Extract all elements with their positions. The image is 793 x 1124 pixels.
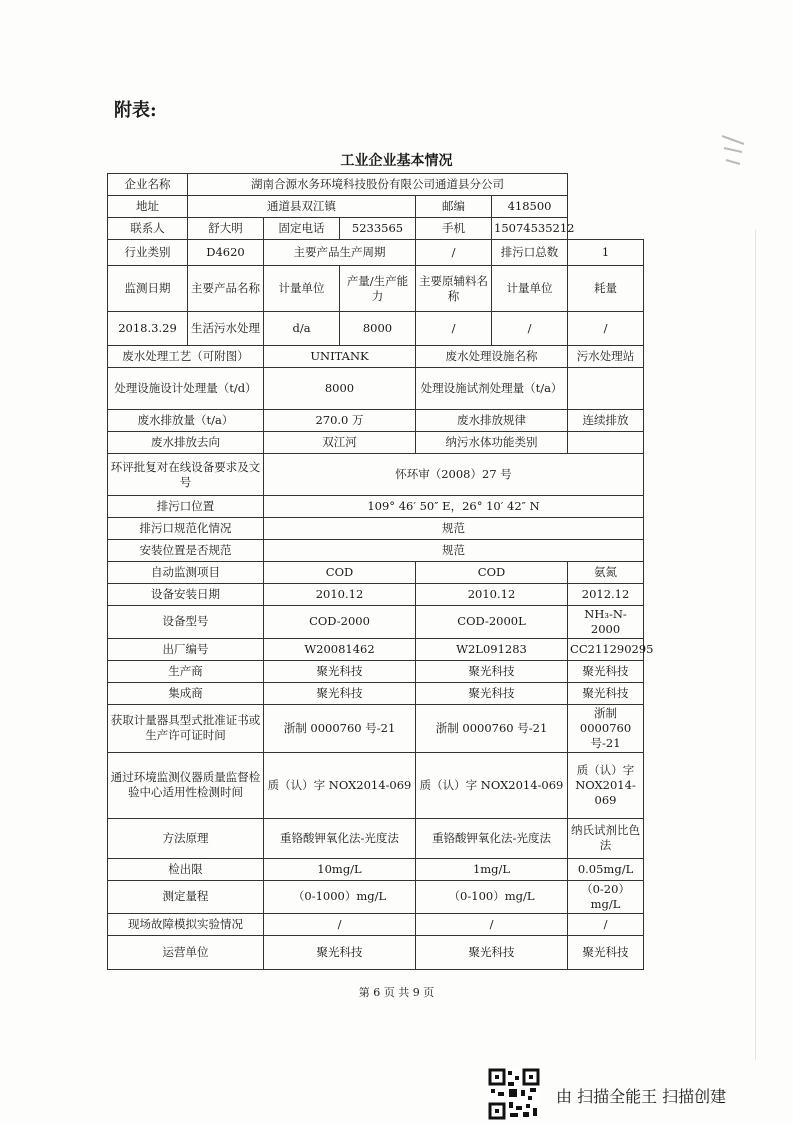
table-cell: 现场故障模拟实验情况	[108, 913, 264, 935]
table-cell: 废水排放量（t/a）	[108, 410, 264, 432]
table-cell: /	[416, 312, 492, 346]
scanner-watermark: 由 扫描全能王 扫描创建	[556, 1087, 727, 1106]
table-cell: 质（认）字 NOX2014-069	[416, 752, 568, 818]
table-cell: 手机	[416, 218, 492, 240]
table-cell: 1	[568, 240, 644, 266]
table-cell: NH₃-N-2000	[568, 606, 644, 639]
table-cell: 重铬酸钾氧化法-光度法	[264, 818, 416, 858]
table-cell: /	[264, 913, 416, 935]
table-cell: 聚光科技	[264, 660, 416, 682]
table-cell: 耗量	[568, 266, 644, 312]
table-row	[108, 174, 644, 196]
table-row	[108, 454, 644, 496]
table-cell: 行业类别	[108, 240, 188, 266]
table-cell: 排污口规范化情况	[108, 518, 264, 540]
table-cell: 2012.12	[568, 584, 644, 606]
table-cell: COD	[416, 562, 568, 584]
table-cell: 设备安装日期	[108, 584, 264, 606]
table-cell: 通道县双江镇	[188, 196, 416, 218]
scan-artifact	[718, 130, 748, 210]
table-row	[108, 346, 644, 368]
table-cell: 1mg/L	[416, 858, 568, 880]
table-row	[108, 410, 644, 432]
table-cell: 聚光科技	[416, 660, 568, 682]
table-cell: （0-1000）mg/L	[264, 880, 416, 913]
table-cell: 污水处理站	[568, 346, 644, 368]
table-cell: 排污口位置	[108, 496, 264, 518]
table-cell: 废水排放规律	[416, 410, 568, 432]
table-row	[108, 240, 644, 266]
table-cell: 浙制 0000760 号-21	[264, 704, 416, 752]
table-cell	[568, 368, 644, 410]
table-cell: /	[416, 913, 568, 935]
table-row	[108, 858, 644, 880]
table-row	[108, 562, 644, 584]
table-title: 工业企业基本情况	[340, 153, 453, 169]
table-cell: 连续排放	[568, 410, 644, 432]
table-row	[108, 913, 644, 935]
table-cell: 出厂编号	[108, 638, 264, 660]
table-cell: 聚光科技	[568, 660, 644, 682]
table-row	[108, 660, 644, 682]
table-cell: 5233565	[340, 218, 416, 240]
enterprise-info-table	[107, 173, 654, 970]
table-row	[108, 704, 644, 752]
table-cell: 氨氮	[568, 562, 644, 584]
table-cell: 检出限	[108, 858, 264, 880]
table-cell: （0-20）mg/L	[568, 880, 644, 913]
table-cell: 10mg/L	[264, 858, 416, 880]
scan-edge-line	[755, 230, 756, 1060]
table-row	[108, 266, 644, 312]
table-cell: W20081462	[264, 638, 416, 660]
table-cell: d/a	[264, 312, 340, 346]
table-cell: 规范	[264, 518, 644, 540]
table-cell: 8000	[264, 368, 416, 410]
table-cell: 企业名称	[108, 174, 188, 196]
table-cell: 2010.12	[264, 584, 416, 606]
table-row	[108, 752, 644, 818]
table-cell: 纳污水体功能类别	[416, 432, 568, 454]
table-row	[108, 682, 644, 704]
table-row	[108, 432, 644, 454]
table-cell: 2018.3.29	[108, 312, 188, 346]
table-cell: 规范	[264, 540, 644, 562]
table-cell: /	[568, 312, 644, 346]
table-cell: 聚光科技	[568, 682, 644, 704]
table-cell: 计量单位	[492, 266, 568, 312]
table-cell: 主要产品生产周期	[264, 240, 416, 266]
table-cell: 通过环境监测仪器质量监督检验中心适用性检测时间	[108, 752, 264, 818]
table-cell: W2L091283	[416, 638, 568, 660]
table-cell: /	[492, 312, 568, 346]
table-row	[108, 606, 644, 639]
table-cell: 处理设施试剂处理量（t/a）	[416, 368, 568, 410]
table-cell: 废水处理工艺（可附图）	[108, 346, 264, 368]
table-cell: 生产商	[108, 660, 264, 682]
table-cell: UNITANK	[264, 346, 416, 368]
table-cell: 获取计量器具型式批准证书或生产许可证时间	[108, 704, 264, 752]
table-cell: 质（认）字 NOX2014-069	[568, 752, 644, 818]
table-cell: 聚光科技	[416, 682, 568, 704]
table-cell: 环评批复对在线设备要求及文号	[108, 454, 264, 496]
table-cell: /	[416, 240, 492, 266]
table-cell: 监测日期	[108, 266, 188, 312]
table-cell: 8000	[340, 312, 416, 346]
table-cell: COD	[264, 562, 416, 584]
table-cell: 邮编	[416, 196, 492, 218]
table-cell: 浙制 0000760 号-21	[416, 704, 568, 752]
table-cell: 0.05mg/L	[568, 858, 644, 880]
table-cell: 聚光科技	[568, 935, 644, 969]
table-cell: 产量/生产能力	[340, 266, 416, 312]
table-cell: 2010.12	[416, 584, 568, 606]
table-cell: 浙制 0000760 号-21	[568, 704, 644, 752]
table-cell: 废水处理设施名称	[416, 346, 568, 368]
table-row	[108, 880, 644, 913]
table-cell: 主要产品名称	[188, 266, 264, 312]
table-cell: 聚光科技	[264, 935, 416, 969]
table-cell: 418500	[492, 196, 568, 218]
table-row	[108, 584, 644, 606]
table-cell: COD-2000L	[416, 606, 568, 639]
table-cell: 舒大明	[188, 218, 264, 240]
table-row	[108, 496, 644, 518]
table-cell: 测定量程	[108, 880, 264, 913]
table-cell: 270.0 万	[264, 410, 416, 432]
table-cell: 处理设施设计处理量（t/d）	[108, 368, 264, 410]
table-row	[108, 935, 644, 969]
table-cell: 15074535212	[492, 218, 568, 240]
table-row	[108, 368, 644, 410]
table-row	[108, 540, 644, 562]
table-cell: 双江河	[264, 432, 416, 454]
table-cell: 计量单位	[264, 266, 340, 312]
table-cell: 联系人	[108, 218, 188, 240]
table-cell: 聚光科技	[264, 682, 416, 704]
table-cell: 安装位置是否规范	[108, 540, 264, 562]
table-cell: 主要原辅料名称	[416, 266, 492, 312]
table-row	[108, 818, 644, 858]
table-cell: /	[568, 913, 644, 935]
table-cell: COD-2000	[264, 606, 416, 639]
table-cell: 生活污水处理	[188, 312, 264, 346]
table-cell: 怀环审（2008）27 号	[264, 454, 644, 496]
table-row	[108, 312, 644, 346]
table-cell: D4620	[188, 240, 264, 266]
table-cell: 109° 46′ 50″ E，26° 10′ 42″ N	[264, 496, 644, 518]
table-cell: 固定电话	[264, 218, 340, 240]
table-row	[108, 638, 644, 660]
table-cell: 地址	[108, 196, 188, 218]
table-cell: 纳氏试剂比色法	[568, 818, 644, 858]
table-cell: 聚光科技	[416, 935, 568, 969]
table-cell	[568, 432, 644, 454]
qr-code-icon	[488, 1068, 540, 1120]
table-cell: （0-100）mg/L	[416, 880, 568, 913]
page-number: 第 6 页 共 9 页	[358, 986, 435, 999]
table-cell: 设备型号	[108, 606, 264, 639]
appendix-label: 附表:	[114, 100, 157, 121]
table-cell: 废水排放去向	[108, 432, 264, 454]
table-row	[108, 518, 644, 540]
table-cell: 湖南合源水务环境科技股份有限公司通道县分公司	[188, 174, 568, 196]
table-cell: CC211290295	[568, 638, 644, 660]
table-row	[108, 218, 644, 240]
table-cell: 排污口总数	[492, 240, 568, 266]
table-cell: 自动监测项目	[108, 562, 264, 584]
table-cell: 方法原理	[108, 818, 264, 858]
table-row	[108, 196, 644, 218]
table-cell: 集成商	[108, 682, 264, 704]
table-cell: 重铬酸钾氧化法-光度法	[416, 818, 568, 858]
table-cell: 质（认）字 NOX2014-069	[264, 752, 416, 818]
table-cell: 运营单位	[108, 935, 264, 969]
